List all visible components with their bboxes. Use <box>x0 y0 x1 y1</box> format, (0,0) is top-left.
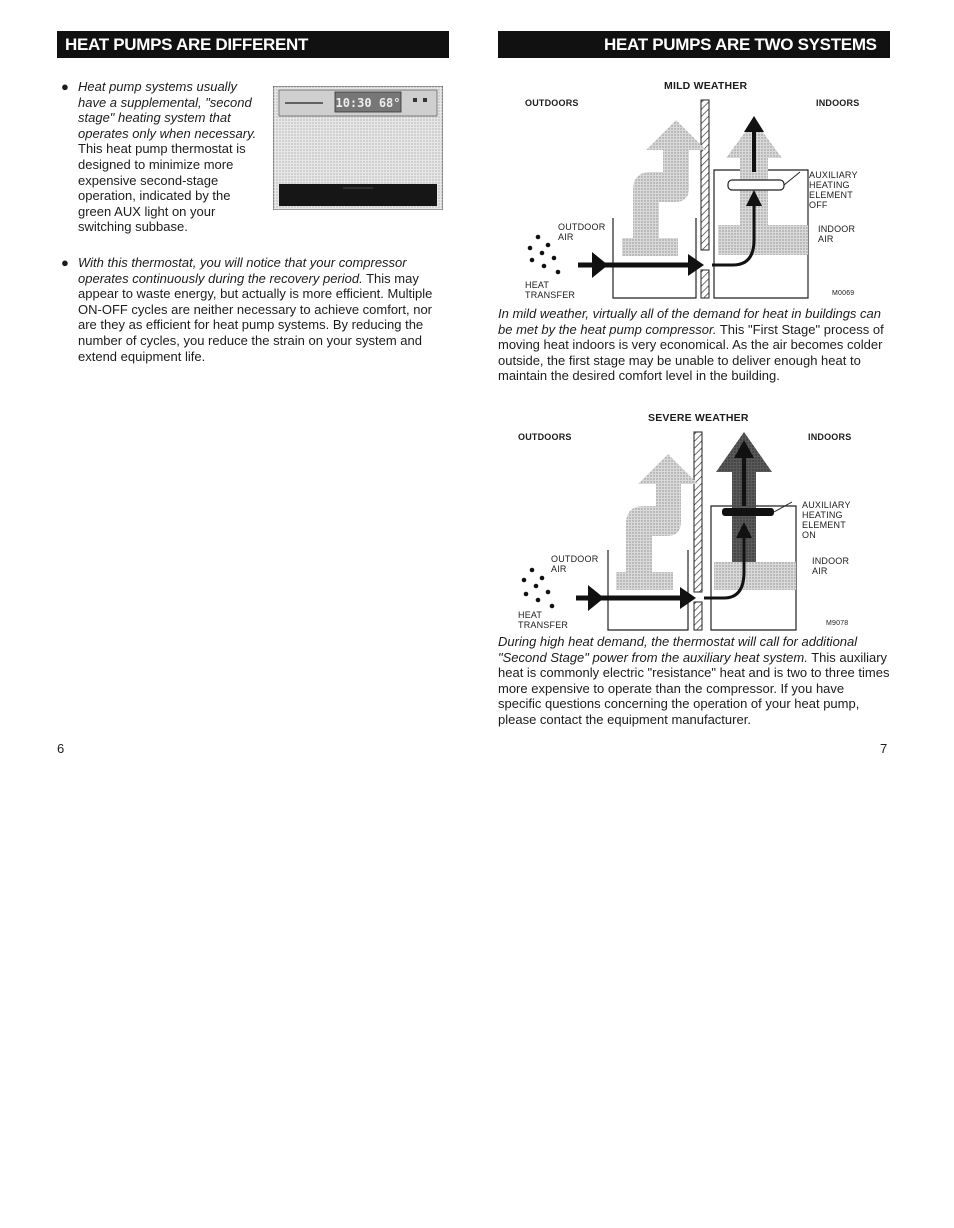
caption-body-text: This auxiliary heat is commonly electric "resistance" heat and is two to three times more expensive to operate than the compressor. If you have specific questions concerning the operation of your heat pump, please contact the equipment manufacturer. <box>498 649 890 727</box>
bullet-paragraph <box>61 79 261 235</box>
label-heat-transfer <box>518 610 568 630</box>
aux-line: ON <box>802 530 816 540</box>
label-auxiliary-heating-off <box>809 170 858 210</box>
label-outdoors: OUTDOORS <box>525 98 579 108</box>
label-heat-transfer <box>525 280 575 300</box>
label-outdoor-air <box>551 554 598 574</box>
figure-title: SEVERE WEATHER <box>648 412 749 424</box>
bullet-compressor-continuous <box>61 255 445 364</box>
bullet-paragraph <box>61 255 445 364</box>
thermostat-illustration <box>273 86 443 210</box>
label-auxiliary-heating-on <box>802 500 851 540</box>
outdoor-air-arrow <box>626 454 698 590</box>
aux-line: ELEMENT <box>802 520 846 530</box>
label-indoor-air <box>812 556 849 576</box>
bullet-body-text: This heat pump thermostat is designed to minimize more expensive second-stage operation, indicated by the green AUX light on your switching subbase. <box>78 141 246 235</box>
indoor-air-line: AIR <box>818 234 834 244</box>
bullet-italic-text: Heat pump systems usually have a supplemental, "second stage" heating system that operates only when necessary. <box>78 79 257 141</box>
outdoor-air-line: AIR <box>558 232 574 242</box>
aux-line: HEATING <box>809 180 850 190</box>
outdoor-air-line: OUTDOOR <box>551 554 599 564</box>
caption-mild-weather <box>498 306 890 384</box>
label-indoor-air <box>818 224 855 244</box>
indoor-air-line: INDOOR <box>812 556 850 566</box>
aux-line: OFF <box>809 200 828 210</box>
heat-transfer-line: HEAT <box>525 280 550 290</box>
aux-line: HEATING <box>802 510 843 520</box>
thermostat-display: 10:30 68° <box>335 96 401 110</box>
aux-line: AUXILIARY <box>809 170 858 180</box>
label-outdoors: OUTDOORS <box>518 432 572 442</box>
figure-mild-weather <box>518 80 888 302</box>
figure-code: M0069 <box>832 290 855 297</box>
heat-transfer-line: TRANSFER <box>518 620 569 630</box>
section-heading-heat-pumps-different: HEAT PUMPS ARE DIFFERENT <box>57 31 449 58</box>
figure-title: MILD WEATHER <box>664 80 748 92</box>
page-number-left: 6 <box>57 741 65 756</box>
aux-line: ELEMENT <box>809 190 853 200</box>
bullet-supplemental-heating <box>61 79 261 235</box>
section-heading-two-systems: HEAT PUMPS ARE TWO SYSTEMS IN ONE <box>498 31 890 58</box>
caption-body-text: This "First Stage" process of moving heat indoors is very economical. As the air becomes colder outside, the first stage may be unable to deliver enough heat to maintain the desired comfort level in the building. <box>498 321 884 384</box>
caption-severe-weather <box>498 634 890 728</box>
figure-severe-weather <box>518 412 888 638</box>
outdoor-air-arrow <box>633 120 706 256</box>
outdoor-air-line: AIR <box>551 564 567 574</box>
label-outdoor-air <box>558 222 605 242</box>
bullet-dot-icon: ● <box>61 255 69 270</box>
figure-code: M9078 <box>826 620 849 627</box>
bullet-body-text: This may appear to waste energy, but actually is more efficient. Multiple ON-OFF cycles are neither necessary to achieve comfort, nor are they as efficient for heat pump systems. By reducing the number of cycles, you reduce the strain on your system and extend equipment life. <box>78 270 433 364</box>
heat-transfer-line: TRANSFER <box>525 290 576 300</box>
indoor-air-line: AIR <box>812 566 828 576</box>
indoor-air-line: INDOOR <box>818 224 856 234</box>
outdoor-air-line: OUTDOOR <box>558 222 606 232</box>
caption-italic-text: In mild weather, virtually all of the demand for heat in buildings can be met by the heat pump compressor. <box>498 306 881 337</box>
caption-italic-text: During high heat demand, the thermostat will call for additional "Second Stage" power from the auxiliary heat system. <box>498 634 858 665</box>
heat-transfer-line: HEAT <box>518 610 543 620</box>
label-indoors: INDOORS <box>816 98 860 108</box>
page-number-right: 7 <box>880 741 888 756</box>
bullet-dot-icon: ● <box>61 79 69 94</box>
label-indoors: INDOORS <box>808 432 852 442</box>
bullet-italic-text: With this thermostat, you will notice that your compressor operates continuously during the recovery period. <box>78 255 407 286</box>
aux-line: AUXILIARY <box>802 500 851 510</box>
